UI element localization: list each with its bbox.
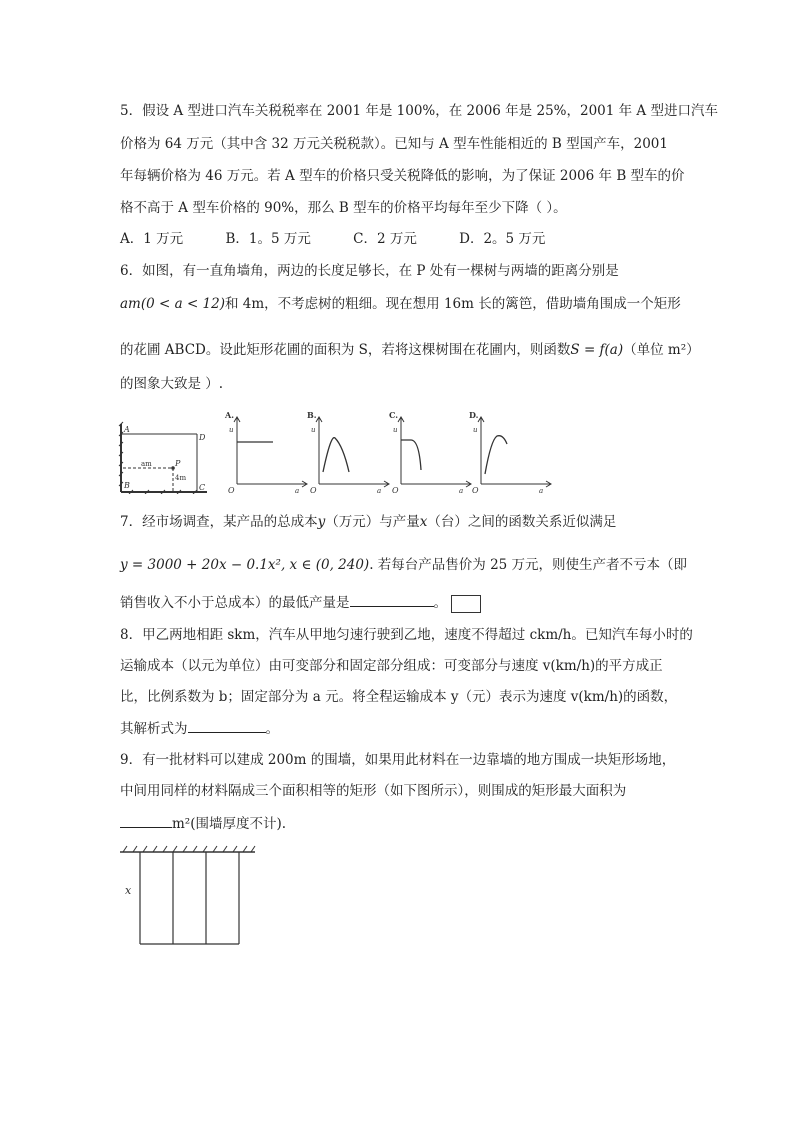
q6-line-2-text: 和 4m，不考虑树的粗细。现在想用 16m 长的篱笆，借助墙角围成一个矩形 xyxy=(225,296,681,312)
graph-b xyxy=(307,412,389,494)
graph-d-y-axis: u xyxy=(473,426,478,434)
q6-condition-math: am(0 < a < 12) xyxy=(120,296,225,312)
q5-option-b: B．1。5 万元 xyxy=(225,231,311,247)
q9-line-3-text: m²(围墙厚度不计). xyxy=(172,816,287,832)
corner-label-d: D xyxy=(199,433,206,442)
q5-options xyxy=(120,229,583,249)
corner-label-c: C xyxy=(199,483,206,492)
distance-a-label: am xyxy=(141,460,152,468)
q9-answer-blank[interactable] xyxy=(120,813,172,828)
q5-line-2: 价格为 64 万元（其中含 32 万元关税税款）。已知与 A 型车性能相近的 B 型国产车，2001 xyxy=(120,136,668,152)
graph-a-x-axis: a xyxy=(295,487,300,494)
q7-line-1 xyxy=(120,512,616,532)
q7-answer-box[interactable] xyxy=(451,595,481,613)
graph-d-origin: O xyxy=(472,486,479,494)
q7-line-2-text: . 若每台产品售价为 25 万元，则使生产者不亏本（即 xyxy=(369,557,688,573)
point-label-p: P xyxy=(175,459,181,468)
q9-line-3 xyxy=(120,813,286,834)
q7-line-1-a: 7．经市场调查，某产品的总成本 xyxy=(120,514,318,530)
graph-d xyxy=(469,412,551,494)
q8-line-4 xyxy=(120,718,279,739)
q5-option-d: D．2。5 万元 xyxy=(459,231,546,247)
graph-b-label: B. xyxy=(307,412,317,420)
q8-line-4-end: 。 xyxy=(265,721,279,737)
q5-line-3: 年每辆价格为 46 万元。若 A 型车的价格只受关税降低的影响，为了保证 2006 年 B 型车的价 xyxy=(120,168,685,184)
q8-line-3: 比，比例系数为 b；固定部分为 a 元。将全程运输成本 y（元）表示为速度 v(km/h)的函数， xyxy=(120,689,678,705)
q6-figure xyxy=(115,412,555,494)
q7-line-2 xyxy=(120,555,687,575)
q9-x-label: x xyxy=(125,884,132,897)
graph-b-origin: O xyxy=(310,486,317,494)
graph-c-x-axis: a xyxy=(459,487,464,494)
graph-a xyxy=(224,412,307,494)
q8-line-4-text: 其解析式为 xyxy=(120,721,188,737)
q7-line-3-text: 销售收入不小于总成本）的最低产量是 xyxy=(120,595,350,611)
graph-a-label: A. xyxy=(225,412,234,420)
q5-option-c: C．2 万元 xyxy=(353,231,417,247)
graph-c-y-axis: u xyxy=(393,426,398,434)
q6-unit: （单位 m²） xyxy=(623,342,700,358)
q7-line-1-b: （万元）与产量 xyxy=(325,514,420,530)
graph-b-y-axis: u xyxy=(311,426,316,434)
graph-b-x-axis: a xyxy=(377,487,382,494)
q5-line-1: 5．假设 A 型进口汽车关税税率在 2001 年是 100%，在 2006 年是 25%，2001 年 A 型进口汽车 xyxy=(120,103,718,119)
corner-label-b: B xyxy=(124,481,130,490)
q7-line-1-c: （台）之间的函数关系近似满足 xyxy=(427,514,617,530)
graph-c-origin: O xyxy=(392,486,399,494)
q8-answer-blank[interactable] xyxy=(188,718,266,733)
q8-line-2: 运输成本（以元为单位）由可变部分和固定部分组成：可变部分与速度 v(km/h)的平方成正 xyxy=(120,658,663,674)
q7-cost-function: y = 3000 + 20x − 0.1x², x ∈ (0, 240) xyxy=(120,557,370,573)
q7-answer-blank[interactable] xyxy=(350,592,434,607)
q6-line-1: 6．如图，有一直角墙角，两边的长度足够长，在 P 处有一棵树与两墙的距离分别是 xyxy=(120,263,619,279)
q6-line-2 xyxy=(120,294,681,314)
graph-d-label: D. xyxy=(469,412,479,420)
q5-line-4: 格不高于 A 型车价格的 90%，那么 B 型车的价格平均每年至少下降（ ）。 xyxy=(120,200,567,216)
q9-line-1: 9．有一批材料可以建成 200m 的围墙，如果用此材料在一边靠墙的地方围成一块矩形场地， xyxy=(120,752,676,768)
q7-line-3-end: 。 xyxy=(433,595,447,611)
q6-line-3 xyxy=(120,340,700,360)
graph-a-origin: O xyxy=(228,486,235,494)
distance-4m-label: 4m xyxy=(175,474,187,482)
q9-line-2: 中间用同样的材料隔成三个面积相等的矩形（如下图所示），则围成的矩形最大面积为 xyxy=(120,783,627,799)
q8-line-1: 8．甲乙两地相距 skm，汽车从甲地匀速行驶到乙地，速度不得超过 ckm/h。已知汽车每小时的 xyxy=(120,627,693,643)
graph-d-x-axis: a xyxy=(539,487,544,494)
q6-line-3-text: 的花圃 ABCD。设此矩形花圃的面积为 S，若将这棵树围在花圃内，则函数 xyxy=(120,342,571,358)
graph-c-label: C. xyxy=(389,412,399,420)
graph-c xyxy=(389,412,471,494)
corner-label-a: A xyxy=(124,425,130,434)
q7-var-x: x xyxy=(419,514,428,530)
q7-var-y: y xyxy=(317,514,326,530)
q7-line-3 xyxy=(120,592,481,613)
q5-option-a: A．1 万元 xyxy=(120,231,184,247)
q6-function-math: S = f(a) xyxy=(570,342,624,358)
graph-a-y-axis: u xyxy=(229,426,234,434)
q6-line-4: 的图象大致是 ）. xyxy=(120,376,224,392)
q9-figure xyxy=(115,842,265,952)
wall-corner-diagram xyxy=(119,422,207,494)
